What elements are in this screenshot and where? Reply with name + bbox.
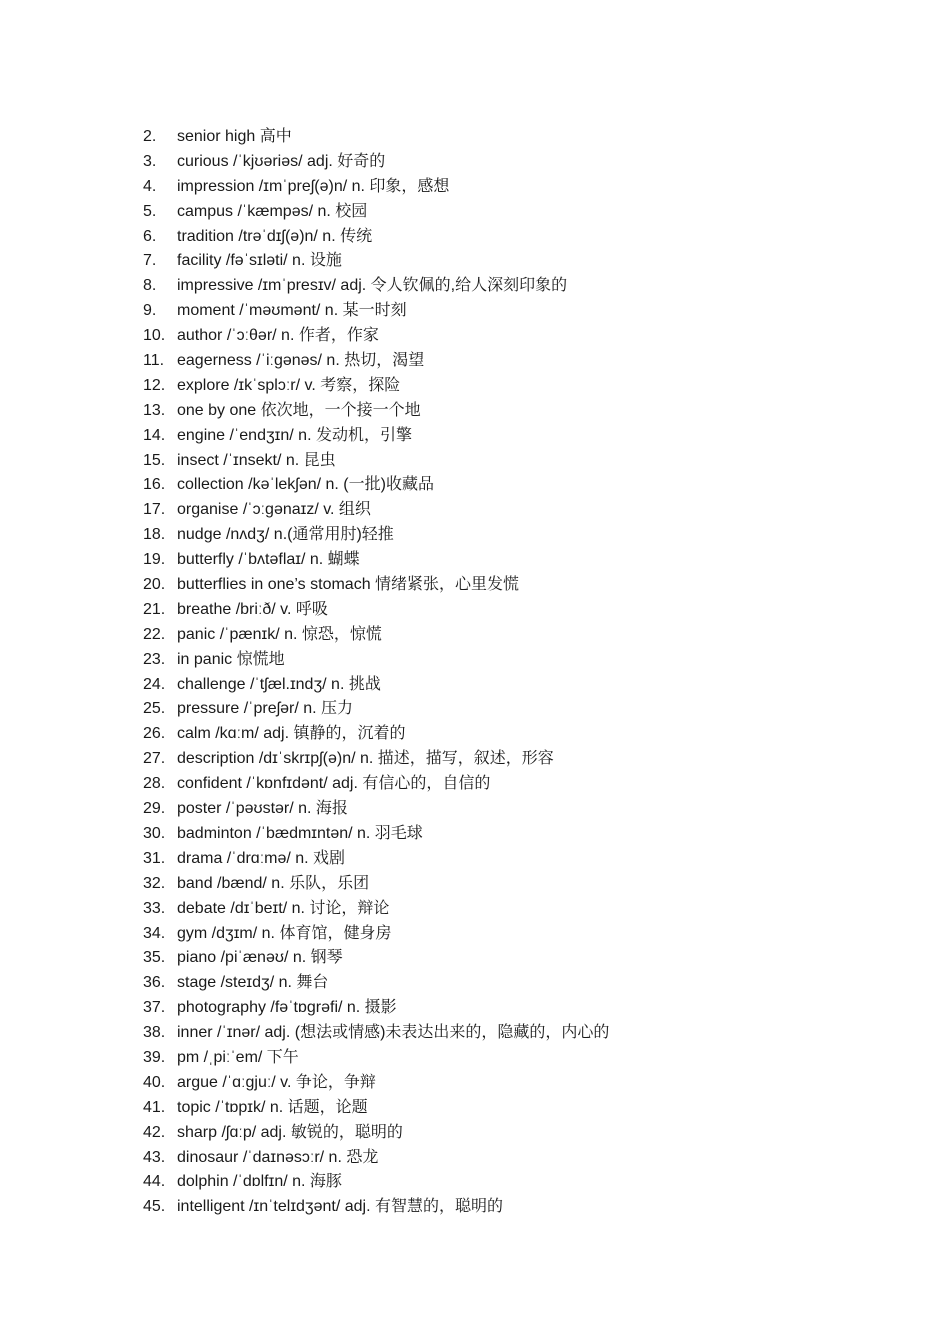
item-entry-text: insect /ˈɪnsekt/ n. 昆虫 [177,451,336,469]
item-number: 32. [143,874,166,892]
item-entry-text: pressure /ˈpreʃər/ n. 压力 [177,700,354,718]
item-entry-text: butterflies in one’s stomach 情绪紧张，心里发慌 [177,576,520,594]
item-entry-text: impression /ɪmˈpreʃ(ə)n/ n. 印象，感想 [177,177,450,195]
item-number: 40. [143,1073,166,1091]
item-number: 41. [143,1098,166,1116]
item-entry-text: topic /ˈtɒpɪk/ n. 话题，论题 [177,1098,368,1116]
item-entry-text: organise /ˈɔːɡənaɪz/ v. 组织 [177,501,371,519]
item-number: 25. [143,700,166,718]
item-entry-text: band /bænd/ n. 乐队，乐团 [177,874,370,892]
item-number: 42. [143,1123,166,1141]
item-entry-text: explore /ɪkˈsplɔːr/ v. 考察，探险 [177,376,401,394]
item-entry-text: eagerness /ˈiːɡənəs/ n. 热切，渴望 [177,352,425,370]
item-entry-text: drama /ˈdrɑːmə/ n. 戏剧 [177,849,346,867]
item-number: 28. [143,775,166,793]
item-entry-text: description /dɪˈskrɪpʃ(ə)n/ n. 描述，描写，叙述，形容 [177,750,554,768]
item-number: 24. [143,675,166,693]
item-number: 19. [143,551,166,569]
item-number: 39. [143,1048,166,1066]
item-entry-text: panic /ˈpænɪk/ n. 惊恐，惊慌 [177,625,382,643]
item-number: 18. [143,526,166,544]
item-number: 22. [143,625,166,643]
item-entry-text: intelligent /ɪnˈtelɪdʒənt/ adj. 有智慧的，聪明的 [177,1198,504,1216]
item-number: 3. [143,152,157,170]
item-entry-text: gym /dʒɪm/ n. 体育馆，健身房 [177,924,392,942]
item-entry-text: badminton /ˈbædmɪntən/ n. 羽毛球 [177,824,423,842]
item-entry-text: author /ˈɔːθər/ n. 作者，作家 [177,327,379,345]
item-number: 5. [143,202,157,220]
item-number: 31. [143,849,166,867]
item-number: 11. [143,352,165,370]
item-entry-text: tradition /trəˈdɪʃ(ə)n/ n. 传统 [177,227,373,245]
item-number: 38. [143,1024,166,1042]
item-number: 27. [143,750,166,768]
item-entry-text: moment /ˈməʊmənt/ n. 某一时刻 [177,302,407,320]
item-number: 14. [143,426,166,444]
item-number: 34. [143,924,166,942]
item-number: 44. [143,1173,166,1191]
item-entry-text: curious /ˈkjʊəriəs/ adj. 好奇的 [177,152,386,170]
item-number: 21. [143,600,166,618]
item-entry-text: dinosaur /ˈdaɪnəsɔːr/ n. 恐龙 [177,1148,379,1166]
item-number: 13. [143,401,166,419]
item-number: 6. [143,227,157,245]
item-number: 12. [143,376,166,394]
item-entry-text: stage /steɪdʒ/ n. 舞台 [177,974,329,992]
item-number: 30. [143,824,166,842]
item-entry-text: breathe /briːð/ v. 呼吸 [177,600,328,618]
item-entry-text: dolphin /ˈdɒlfɪn/ n. 海豚 [177,1173,342,1191]
item-entry-text: confident /ˈkɒnfɪdənt/ adj. 有信心的，自信的 [177,775,491,793]
item-number: 43. [143,1148,166,1166]
item-number: 20. [143,576,166,594]
item-entry-text: argue /ˈɑːɡjuː/ v. 争论，争辩 [177,1073,376,1091]
item-entry-text: challenge /ˈtʃæl.ɪndʒ/ n. 挑战 [177,675,381,693]
item-number: 16. [143,476,166,494]
item-number: 15. [143,451,166,469]
item-number: 29. [143,800,166,818]
item-entry-text: collection /kəˈlekʃən/ n. (一批)收藏品 [177,476,434,494]
item-number: 7. [143,252,157,270]
item-entry-text: in panic 惊慌地 [177,650,285,668]
item-entry-text: debate /dɪˈbeɪt/ n. 讨论，辩论 [177,899,390,917]
item-number: 35. [143,949,166,967]
item-entry-text: butterfly /ˈbʌtəflaɪ/ n. 蝴蝶 [177,551,360,569]
item-entry-text: pm /ˌpiːˈem/ 下午 [177,1048,299,1066]
item-entry-text: nudge /nʌdʒ/ n.(通常用肘)轻推 [177,526,394,544]
item-number: 2. [143,128,157,145]
item-number: 26. [143,725,166,743]
item-entry-text: one by one 依次地，一个接一个地 [177,401,421,419]
item-entry-text: piano /piˈænəʊ/ n. 钢琴 [177,949,343,967]
item-number: 9. [143,302,157,320]
item-entry-text: poster /ˈpəʊstər/ n. 海报 [177,800,348,818]
item-number: 45. [143,1198,166,1216]
item-entry-text: facility /fəˈsɪləti/ n. 设施 [177,252,342,270]
item-number: 36. [143,974,166,992]
item-number: 10. [143,327,166,345]
item-entry-text: campus /ˈkæmpəs/ n. 校园 [177,202,368,220]
item-number: 8. [143,277,157,295]
item-number: 37. [143,999,166,1017]
item-number: 33. [143,899,166,917]
item-number: 4. [143,177,157,195]
item-entry-text: calm /kɑːm/ adj. 镇静的，沉着的 [177,725,406,743]
item-entry-text: engine /ˈendʒɪn/ n. 发动机，引擎 [177,426,412,444]
item-entry-text: inner /ˈɪnər/ adj. (想法或情感)未表达出来的，隐藏的，内心的 [177,1024,610,1042]
item-entry-text: sharp /ʃɑːp/ adj. 敏锐的，聪明的 [177,1123,403,1141]
item-entry-text: photography /fəˈtɒɡrəfi/ n. 摄影 [177,999,397,1017]
item-entry-text: senior high 高中 [177,128,292,145]
item-entry-text: impressive /ɪmˈpresɪv/ adj. 令人钦佩的,给人深刻印象的 [177,277,568,295]
item-number: 23. [143,650,166,668]
item-number: 17. [143,501,166,519]
